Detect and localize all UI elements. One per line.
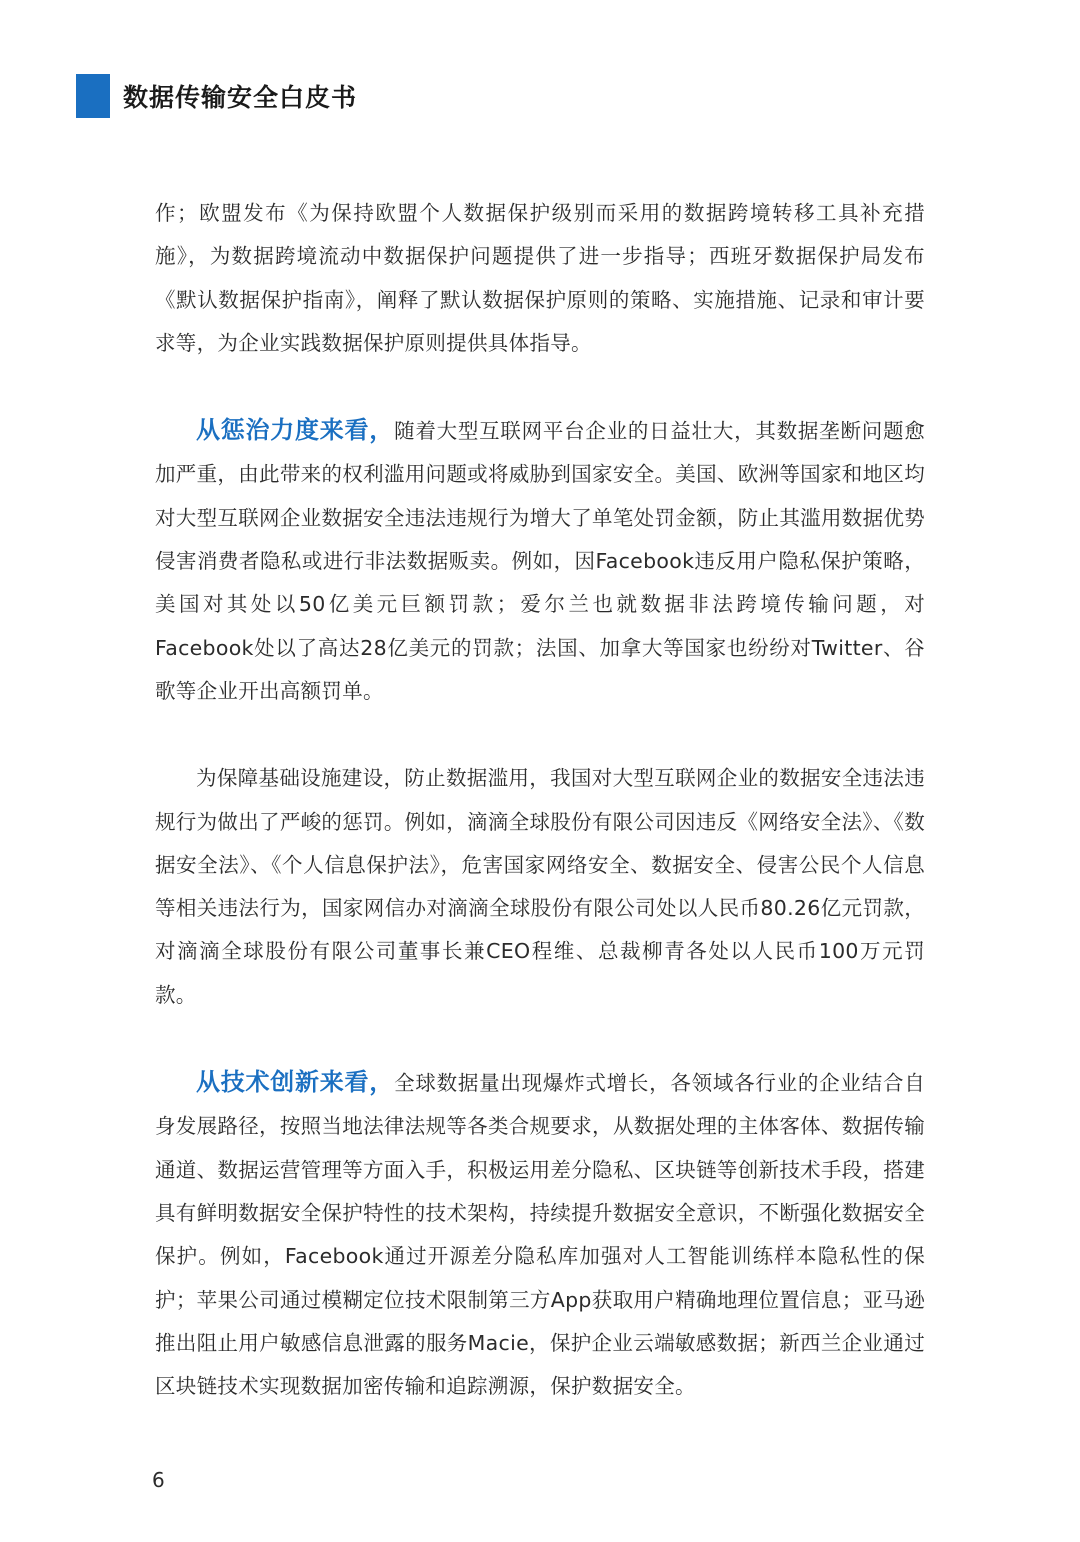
paragraph-lead-heading: 从惩治力度来看， [196,416,395,445]
paragraph-china-penalty [155,757,925,1017]
paragraph-text: 作；欧盟发布《为保持欧盟个人数据保护级别而采用的数据跨境转移工具补充措施》，为数据跨境流动中数据保护问题提供了进一步指导；西班牙数据保护局发布《默认数据保护指南》，阐释了默认数据保护原则的策略、实施措施、记录和审计要求等，为企业实践数据保护原则提供具体指导。 [155,201,925,355]
body-content [155,192,925,1408]
paragraph-text: 为保障基础设施建设，防止数据滥用，我国对大型互联网企业的数据安全违法违规行为做出了严峻的惩罚。例如，滴滴全球股份有限公司因违反《网络安全法》、《数据安全法》、《个人信息保护法》，危害国家网络安全、数据安全、侵害公民个人信息等相关违法行为，国家网信办对滴滴全球股份有限公司处以人民币80.26亿元罚款，对滴滴全球股份有限公司董事长兼CEO程维、总裁柳青各处以人民币100万元罚款。 [155,766,925,1007]
paragraph-tech-innovation [155,1061,925,1408]
page-number: 6 [152,1468,165,1492]
paragraph-text: 全球数据量出现爆炸式增长，各领域各行业的企业结合自身发展路径，按照当地法律法规等各类合规要求，从数据处理的主体客体、数据传输通道、数据运营管理等方面入手，积极运用差分隐私、区块链等创新技术手段，搭建具有鲜明数据安全保护特性的技术架构，持续提升数据安全意识，不断强化数据安全保护。例如，Facebook通过开源差分隐私库加强对人工智能训练样本隐私性的保护；苹果公司通过模糊定位技术限制第三方App获取用户精确地理位置信息；亚马逊推出阻止用户敏感信息泄露的服务Macie，保护企业云端敏感数据；新西兰企业通过区块链技术实现数据加密传输和追踪溯源，保护数据安全。 [155,1071,926,1399]
document-title: 数据传输安全白皮书 [123,83,358,112]
paragraph-punishment [155,409,925,713]
paragraph-text: 随着大型互联网平台企业的日益壮大，其数据垄断问题愈加严重，由此带来的权利滥用问题或将威胁到国家安全。美国、欧洲等国家和地区均对大型互联网企业数据安全违法违规行为增大了单笔处罚金额，防止其滥用数据优势侵害消费者隐私或进行非法数据贩卖。例如，因Facebook违反用户隐私保护策略，美国对其处以50亿美元巨额罚款；爱尔兰也就数据非法跨境传输问题，对Facebook处以了高达28亿美元的罚款；法国、加拿大等国家也纷纷对Twitter、谷歌等企业开出高额罚单。 [155,419,926,703]
header-accent-bar [76,74,110,118]
paragraph-continuation [155,192,925,365]
page-header [76,74,357,118]
paragraph-lead-heading: 从技术创新来看， [196,1068,395,1097]
